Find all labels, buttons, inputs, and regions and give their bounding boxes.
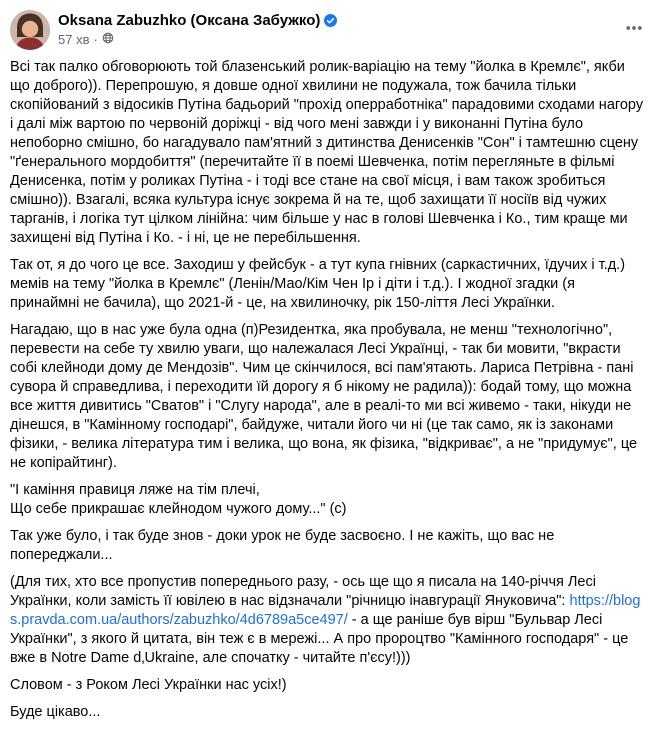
verified-badge-icon xyxy=(324,14,337,27)
more-options-button[interactable] xyxy=(618,12,650,44)
post-paragraph: Так уже було, і так буде знов - доки урок не буде засвоєно. І не кажіть, що вас не попереджали... xyxy=(10,528,555,563)
post-paragraph: (Для тих, хто все пропустив попереднього разу, - ось ще що я писала на 140-річчя Лесі Українки, коли замість її ювілею в нас відзначали "річницю інавгурації Януковича": https://blogs.pravda.com.ua/authors/zabuzhko/4d6789a5ce497/ - а ще раніше був вірш "Бульвар Лесі Українки", з якого й цитата, він теж є в мережі... А про пророцтво "Камінного господаря" - це вже в Notre Dame d‚Ukraine, але спочатку - читайте п'єсу!))) xyxy=(10,574,641,666)
post-link[interactable]: https://blogs.pravda.com.ua/authors/zabuzhko/4d6789a5ce497/ xyxy=(10,593,641,628)
post-paragraph: Словом - з Роком Лесі Українки нас усіх!) xyxy=(10,677,287,693)
meta-separator: · xyxy=(93,32,98,47)
globe-icon xyxy=(102,32,114,47)
timestamp[interactable]: 57 хв xyxy=(58,32,90,47)
post-header-text xyxy=(58,10,610,47)
post-paragraph: Всі так палко обговорюють той блазенський ролик-варіацію на тему "йолка в Кремлє", якби що доброго)). Перепрошую, я довше одної хвилини не подужала, тож бачила тільки скопійований з відосиків Путіна бадьорий "прохід оперработніка" парадовими сходами нагору і далі між вартою по червоній доріжці - від чого мені завжди і у виконанні Путіна було непоборно смішно, бо нагадувало пам'ятний з дитинства Денисенків "Сон" і тамтешню сцену "ґенерального мордобиття" (перечитайте її в поемі Шевченка, потім перегляньте в фільмі Денисенка, потім у роликах Путіна - і тоді все стане на свої місця, і вам також зробиться смішно)). Взагалі, всяка культура існує зокрема й на те, щоб захищати її носіїв від чужих тарганів, і логіка тут цілком лінійна: чим більше у нас в голові Шевченка і Ко., тим краще ми захищені від Путіна і Ко. - і ні, це не перебільшення. xyxy=(10,59,644,246)
post-paragraph: "І каміння правиця ляже на тім плечі, Що себе прикрашає клейнодом чужого дому..." (с) xyxy=(10,482,347,517)
ellipsis-icon xyxy=(624,18,644,38)
author-row xyxy=(58,11,610,30)
avatar[interactable] xyxy=(10,10,50,50)
post-paragraph: Нагадаю, що в нас уже була одна (п)Резидентка, яка пробувала, не менш "технологічно", перевести на себе ту хвилю уваги, що належалася Лесі Українці, - так би мовити, "вкрасти собі клейноди дому де Мендозів". Чим це скінчилося, всі пам'ятають. Лариса Петрівна - пані сувора й справедлива, і переходити їй дорогу я б нікому не радила)): бодай тому, що можна все життя дивитись "Сватов" і "Слугу народа", але в реалі-то ми всі живемо - таки, нікуди не дінешся, в "Камінному господарі", байдуже, читали його чи ні (це так само, як із законами фізики, - велика література тим і велика, що вона, як фізика, "відкриває", а не "придумує", це не копірайтинг). xyxy=(10,322,638,471)
post-header xyxy=(10,10,650,50)
author-name[interactable]: Oksana Zabuzhko (Оксана Забужко) xyxy=(58,12,321,29)
post-paragraph: Буде цікаво... xyxy=(10,704,101,720)
post-text xyxy=(10,58,650,722)
post-paragraph: Так от, я до чого це все. Заходиш у фейсбук - а тут купа гнівних (саркастичних, їдучих і т.д.) мемів на тему "йолка в Кремлє" (Ленін/Мао/Кім Чен Ір і діти і т.д.). І жодної згадки (я принаймні не бачила), що 2021-й - це, на хвилиночку, рік 150-ліття Лесі Українки. xyxy=(10,257,626,311)
post-meta-row xyxy=(58,32,610,47)
